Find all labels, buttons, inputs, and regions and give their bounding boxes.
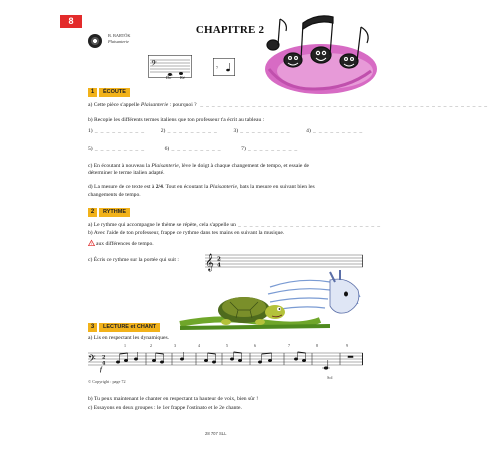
chapter-title: CHAPITRE 2 xyxy=(195,24,265,36)
section-title: RYTHME xyxy=(99,208,130,217)
section-rythme-header xyxy=(88,208,130,217)
ecoute-question-a: a) Cette pièce s'appelle Plaisanterie : pourquoi ? _ _ _ _ _ _ _ _ _ _ _ _ _ _ _ _ _ _ _ _ _ _ _ _ _ _ _ _ _ _ _ _ _ _ _ _ _ _ _ _ _ _ _ _ _ _ _ _ _ _ xyxy=(88,102,488,108)
reading-staff xyxy=(88,349,363,375)
ecoute-question-c-cont: déterminer le terme italien adapté. xyxy=(88,170,165,176)
dynamic-mark: f xyxy=(100,367,102,373)
blanks-row-1 xyxy=(88,128,363,135)
measure-number: 7 xyxy=(288,343,290,348)
svg-text:4: 4 xyxy=(102,360,106,367)
ecoute-question-d: d) La mesure de ce texte est à 2/4. Tout en écoutant la Plaisanterie, bats la mesure en suivant bien les xyxy=(88,184,315,190)
measure-number: 5 xyxy=(226,343,228,348)
svg-text:2: 2 xyxy=(102,354,106,361)
cd-icon xyxy=(88,34,102,48)
note-name-re: Ré xyxy=(180,75,185,80)
rhythm-writing-staff xyxy=(205,251,363,271)
blank-item: 7) _ _ _ _ _ _ _ _ _ xyxy=(241,146,298,152)
blank-item: 6) _ _ _ _ _ _ _ _ _ xyxy=(164,146,222,152)
measure-number: 6 xyxy=(254,343,256,348)
lecture-question-c: c) Essayons en deux groupes : le 1er frappe l'ostinato et le 2e chante. xyxy=(88,405,242,411)
composer-name: B. BARTÓK xyxy=(108,33,131,38)
measure-number: 4 xyxy=(198,343,200,348)
note-staff-box xyxy=(148,55,192,85)
copyright-note: © Copyright : page 72 xyxy=(88,379,126,384)
note-name-do: Do xyxy=(166,75,172,80)
measure-number: 8 xyxy=(316,343,318,348)
section-title: ÉCOUTE xyxy=(99,88,130,97)
rythme-question-a: a) Le rythme qui accompagne le thème se répète, cela s'appelle un _ _ _ _ _ _ _ _ _ _ _ _ _ _ _ _ _ _ _ _ _ _ _ _ _ xyxy=(88,222,381,228)
section-title: LECTURE et CHANT xyxy=(99,323,160,332)
ecoute-question-c: c) En écoutant à nouveau la Plaisanterie, lève le doigt à chaque changement de tempo, et essaie de xyxy=(88,163,310,169)
time-signature: 2/4 xyxy=(155,184,163,190)
rythme-question-b: b) Avec l'aide de ton professeur, frappe ce rythme dans tes mains en suivant la musique. xyxy=(88,230,285,236)
blank-item: 1) _ _ _ _ _ _ _ _ _ xyxy=(88,128,145,134)
svg-text:!: ! xyxy=(90,242,93,247)
lecture-question-a: a) Lis en respectant les dynamiques. xyxy=(88,335,170,341)
measure-number: 1 xyxy=(124,343,126,348)
bass-clef-icon: 𝄢 xyxy=(88,353,96,367)
page-number: 8 xyxy=(60,15,82,28)
note-label: Sol xyxy=(327,375,333,380)
composer-credit xyxy=(108,33,130,44)
blanks-row-2 xyxy=(88,146,298,153)
section-number: 1 xyxy=(88,88,97,97)
page-footer-code: 28 707 SLL xyxy=(205,431,227,436)
rythme-question-c: c) Écris ce rythme sur la portée qui suit : xyxy=(88,257,179,263)
rythme-warning: ! aux différences de tempo. xyxy=(88,240,363,248)
lecture-question-b: b) Tu peux maintenant le chanter en respectant ta hauteur de voix, bien sûr ! xyxy=(88,396,259,402)
svg-text:2: 2 xyxy=(217,256,221,263)
blank-item: 3) _ _ _ _ _ _ _ _ _ xyxy=(233,128,291,134)
ecoute-question-b: b) Recopie les différents termes italiens que ton professeur t'a écrit au tableau : xyxy=(88,117,265,123)
measure-number: 3 xyxy=(174,343,176,348)
measure-number: 9 xyxy=(346,343,348,348)
bass-clef-icon: 𝄢 xyxy=(151,60,157,70)
blank-item: 2) _ _ _ _ _ _ _ _ _ xyxy=(160,128,218,134)
svg-text:4: 4 xyxy=(217,262,221,269)
treble-clef-icon: 𝄞 xyxy=(205,253,214,271)
section-number: 2 xyxy=(88,208,97,217)
turtle-rabbit-illustration xyxy=(180,272,365,332)
section-number: 3 xyxy=(88,323,97,332)
svg-text:𝄾: 𝄾 xyxy=(216,64,218,72)
section-ecoute-header xyxy=(88,88,130,97)
blank-item: 5) _ _ _ _ _ _ _ _ _ xyxy=(88,146,145,152)
rhythm-symbol-box xyxy=(213,58,235,76)
warning-icon xyxy=(88,240,95,246)
section-lecture-header xyxy=(88,323,160,332)
ecoute-question-d-cont: changements de tempo. xyxy=(88,192,141,198)
dancing-notes-illustration xyxy=(255,5,380,100)
composer-work: Plaisanterie xyxy=(108,38,130,44)
measure-number: 2 xyxy=(150,343,152,348)
blank-item: 4) _ _ _ _ _ _ _ _ _ xyxy=(306,128,363,134)
